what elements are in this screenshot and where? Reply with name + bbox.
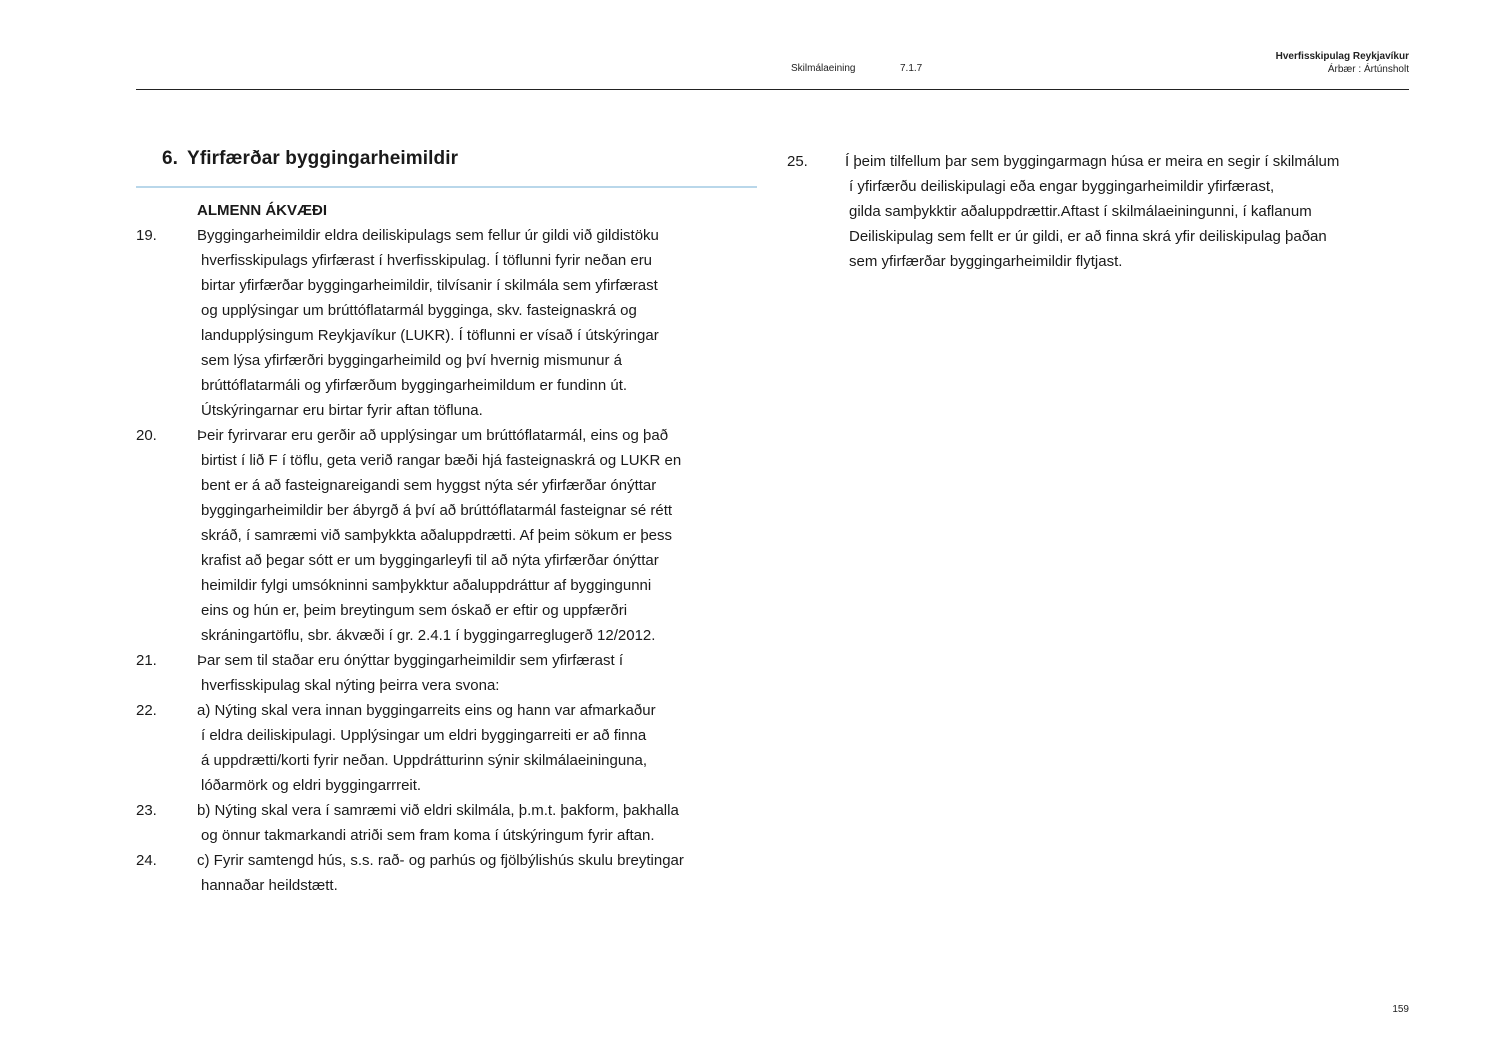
header-doc-title: Hverfisskipulag Reykjavíkur: [1275, 51, 1409, 62]
numbered-item: [136, 423, 776, 648]
right-column: [787, 149, 1427, 274]
text-line: birtar yfirfærðar byggingarheimildir, tilvísanir í skilmála sem yfirfærast: [201, 277, 658, 294]
text-line: Þeir fyrirvarar eru gerðir að upplýsingar um brúttóflatarmál, eins og það: [197, 427, 669, 444]
item-text: [197, 648, 776, 698]
item-number: 22.: [136, 702, 157, 719]
item-text: [845, 149, 1427, 274]
text-line: brúttóflatarmáli og yfirfærðum byggingarheimildum er fundinn út.: [201, 377, 628, 394]
text-line: heimildir fylgi umsókninni samþykktur aðaluppdráttur af byggingunni: [201, 577, 652, 594]
text-line: sem lýsa yfirfærðri byggingarheimild og því hvernig mismunur á: [201, 352, 622, 369]
header-section-number: 7.1.7: [900, 63, 923, 74]
text-line: birtist í lið F í töflu, geta verið rangar bæði hjá fasteignaskrá og LUKR en: [201, 452, 682, 469]
text-line: í yfirfærðu deiliskipulagi eða engar byggingarheimildir yfirfærast,: [849, 178, 1275, 195]
text-line: gilda samþykktir aðaluppdrættir.Aftast í skilmálaeiningunni, í kaflanum: [849, 203, 1312, 220]
item-text: [197, 423, 776, 648]
numbered-item: [136, 223, 776, 423]
text-line: skráð, í samræmi við samþykkta aðaluppdrætti. Af þeim sökum er þess: [201, 527, 673, 544]
text-line: sem yfirfærðar byggingarheimildir flytjast.: [849, 253, 1123, 270]
section-number: 6.: [162, 148, 179, 169]
text-line: a) Nýting skal vera innan byggingarreits eins og hann var afmarkaður: [197, 702, 656, 719]
text-line: Í þeim tilfellum þar sem byggingarmagn húsa er meira en segir í skilmálum: [845, 153, 1340, 170]
text-line: hverfisskipulag skal nýting þeirra vera svona:: [201, 677, 500, 694]
text-line: skráningartöflu, sbr. ákvæði í gr. 2.4.1 í byggingarreglugerð 12/2012.: [201, 627, 656, 644]
text-line: Þar sem til staðar eru ónýttar byggingarheimildir sem yfirfærast í: [197, 652, 623, 669]
text-line: hverfisskipulags yfirfærast í hverfisskipulag. Í töflunni fyrir neðan eru: [201, 252, 653, 269]
item-text: [197, 698, 776, 798]
text-line: b) Nýting skal vera í samræmi við eldri skilmála, þ.m.t. þakform, þakhalla: [197, 802, 679, 819]
text-line: Deiliskipulag sem fellt er úr gildi, er að finna skrá yfir deiliskipulag þaðan: [849, 228, 1327, 245]
header-divider: [136, 89, 1409, 90]
item-text: [197, 223, 776, 423]
numbered-item: [136, 698, 776, 798]
item-number: 21.: [136, 652, 157, 669]
text-line: og upplýsingar um brúttóflatarmál bygginga, skv. fasteignaskrá og: [201, 302, 637, 319]
left-column: [136, 223, 776, 898]
item-number: 24.: [136, 852, 157, 869]
header-doc-subtitle: Árbær : Ártúnsholt: [1327, 64, 1409, 75]
text-line: og önnur takmarkandi atriði sem fram koma í útskýringum fyrir aftan.: [201, 827, 655, 844]
item-number: 23.: [136, 802, 157, 819]
text-line: eins og hún er, þeim breytingum sem óskað er eftir og uppfærðri: [201, 602, 628, 619]
numbered-item: [136, 648, 776, 698]
text-line: lóðarmörk og eldri byggingarrreit.: [201, 777, 422, 794]
item-number: 25.: [787, 153, 808, 170]
numbered-item: [787, 149, 1427, 274]
item-number: 19.: [136, 227, 157, 244]
item-number: 20.: [136, 427, 157, 444]
numbered-item: [136, 798, 776, 848]
text-line: landupplýsingum Reykjavíkur (LUKR). Í töflunni er vísað í útskýringar: [201, 327, 659, 344]
text-line: Byggingarheimildir eldra deiliskipulags sem fellur úr gildi við gildistöku: [197, 227, 659, 244]
text-line: í eldra deiliskipulagi. Upplýsingar um eldri byggingarreiti er að finna: [201, 727, 647, 744]
text-line: byggingarheimildir ber ábyrgð á því að brúttóflatarmál fasteignar sé rétt: [201, 502, 673, 519]
item-text: [197, 848, 776, 898]
section-title-text: Yfirfærðar byggingarheimildir: [187, 148, 459, 169]
text-line: bent er á að fasteignareigandi sem hyggst nýta sér yfirfærðar ónýttar: [201, 477, 657, 494]
header-section-label: Skilmálaeining: [791, 63, 856, 74]
page-number: 159: [1392, 1004, 1409, 1015]
numbered-item: [136, 848, 776, 898]
text-line: krafist að þegar sótt er um byggingarleyfi til að nýta yfirfærðar ónýttar: [201, 552, 659, 569]
section-title: [162, 148, 458, 170]
text-line: c) Fyrir samtengd hús, s.s. rað- og parhús og fjölbýlishús skulu breytingar: [197, 852, 684, 869]
header-doc-info: [1276, 50, 1409, 76]
item-text: [197, 798, 776, 848]
text-line: Útskýringarnar eru birtar fyrir aftan töfluna.: [201, 402, 483, 419]
text-line: á uppdrætti/korti fyrir neðan. Uppdrátturinn sýnir skilmálaeininguna,: [201, 752, 648, 769]
section-divider: [136, 186, 757, 188]
text-line: hannaðar heildstætt.: [201, 877, 338, 894]
subheading: ALMENN ÁKVÆÐI: [197, 202, 327, 219]
